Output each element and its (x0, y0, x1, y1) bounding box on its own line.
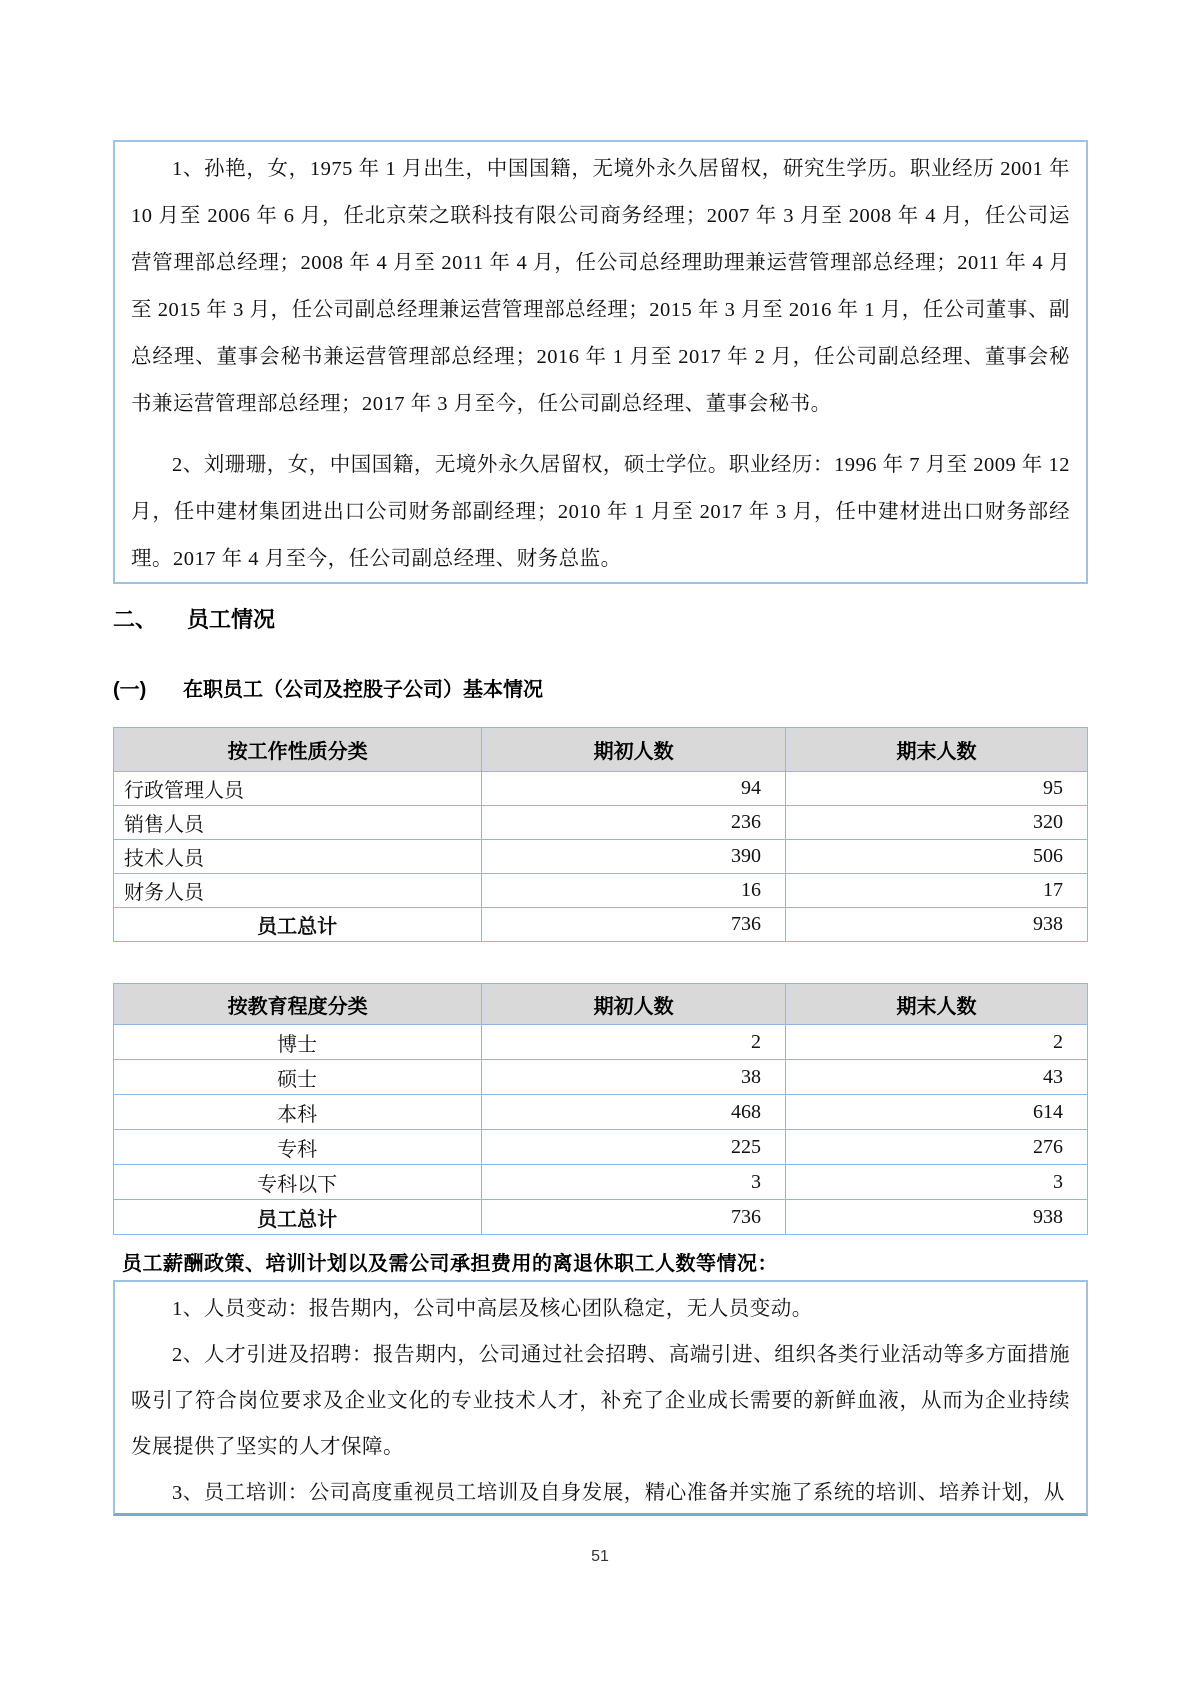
column-header: 期末人数 (786, 728, 1088, 772)
cell-label: 员工总计 (114, 1200, 482, 1235)
salary-policy-heading: 员工薪酬政策、培训计划以及需公司承担费用的离退休职工人数等情况： (122, 1253, 778, 1275)
cell-value: 16 (482, 874, 786, 908)
cell-value: 94 (482, 772, 786, 806)
salary-policy-box (113, 1280, 1088, 1516)
column-header: 期末人数 (786, 984, 1088, 1025)
cell-value: 3 (786, 1165, 1088, 1200)
cell-value: 320 (786, 806, 1088, 840)
bio-paragraph: 1、孙艳，女，1975 年 1 月出生，中国国籍，无境外永久居留权，研究生学历。职业经历 2001 年 10 月至 2006 年 6 月，任北京荣之联科技有限公司商务经理；2007 年 3 月至 2008 年 4 月，任公司运营管理部总经理；2008 年 4 月至 2011 年 4 月，任公司总经理助理兼运营管理部总经理；2011 年 4 月至 2015 年 3 月，任公司副总经理兼运营管理部总经理；2015 年 3 月至 2016 年 1 月，任公司董事、副总经理、董事会秘书兼运营管理部总经理；2016 年 1 月至 2017 年 2 月，任公司副总经理、董事会秘书兼运营管理部总经理；2017 年 3 月至今，任公司副总经理、董事会秘书。 (131, 158, 1070, 415)
employees-by-education-table (113, 983, 1088, 1235)
policy-paragraph: 3、员工培训：公司高度重视员工培训及自身发展，精心准备并实施了系统的培训、培养计划，从 (172, 1482, 1065, 1504)
cell-label: 员工总计 (114, 908, 482, 942)
subsection-number: (一) (113, 679, 147, 701)
cell-value: 390 (482, 840, 786, 874)
table-row (114, 1025, 1088, 1060)
table-row (114, 840, 1088, 874)
cell-value: 736 (482, 908, 786, 942)
table-header-row (114, 984, 1088, 1025)
subsection-title: 在职员工（公司及控股子公司）基本情况 (183, 679, 543, 701)
cell-value: 736 (482, 1200, 786, 1235)
policy-paragraph: 1、人员变动：报告期内，公司中高层及核心团队稳定，无人员变动。 (172, 1298, 813, 1320)
subsection-heading (113, 673, 543, 702)
column-header: 期初人数 (482, 984, 786, 1025)
column-header: 按教育程度分类 (114, 984, 482, 1025)
cell-value: 225 (482, 1130, 786, 1165)
column-header: 按工作性质分类 (114, 728, 482, 772)
cell-value: 236 (482, 806, 786, 840)
cell-label: 专科以下 (114, 1165, 482, 1200)
cell-value: 614 (786, 1095, 1088, 1130)
table-row (114, 772, 1088, 806)
section-heading (113, 603, 275, 634)
executive-bio-box (113, 140, 1088, 584)
cell-value: 938 (786, 908, 1088, 942)
cell-label: 财务人员 (114, 874, 482, 908)
cell-value: 2 (786, 1025, 1088, 1060)
bio-paragraph: 2、刘珊珊，女，中国国籍，无境外永久居留权，硕士学位。职业经历：1996 年 7 月至 2009 年 12 月，任中建材集团进出口公司财务部副经理；2010 年 1 月至 2017 年 3 月，任中建材进出口财务部经理。2017 年 4 月至今，任公司副总经理、财务总监。 (131, 454, 1070, 570)
table-row (114, 1060, 1088, 1095)
table-row (114, 806, 1088, 840)
cell-value: 3 (482, 1165, 786, 1200)
cell-value: 506 (786, 840, 1088, 874)
section-number: 二、 (113, 607, 158, 632)
cell-label: 专科 (114, 1130, 482, 1165)
cell-label: 行政管理人员 (114, 772, 482, 806)
section-title: 员工情况 (187, 607, 276, 632)
cell-value: 276 (786, 1130, 1088, 1165)
cell-value: 17 (786, 874, 1088, 908)
cell-label: 本科 (114, 1095, 482, 1130)
cell-value: 2 (482, 1025, 786, 1060)
column-header: 期初人数 (482, 728, 786, 772)
table-total-row (114, 1200, 1088, 1235)
cell-value: 95 (786, 772, 1088, 806)
cell-label: 技术人员 (114, 840, 482, 874)
policy-paragraph: 2、人才引进及招聘：报告期内，公司通过社会招聘、高端引进、组织各类行业活动等多方面措施吸引了符合岗位要求及企业文化的专业技术人才，补充了企业成长需要的新鲜血液，从而为企业持续发展提供了坚实的人才保障。 (131, 1344, 1070, 1458)
table-row (114, 1130, 1088, 1165)
cell-value: 43 (786, 1060, 1088, 1095)
cell-value: 468 (482, 1095, 786, 1130)
cell-label: 销售人员 (114, 806, 482, 840)
cell-value: 38 (482, 1060, 786, 1095)
table-total-row (114, 908, 1088, 942)
table-row (114, 1165, 1088, 1200)
page-number: 51 (591, 1548, 609, 1565)
cell-label: 硕士 (114, 1060, 482, 1095)
cell-label: 博士 (114, 1025, 482, 1060)
table-row (114, 1095, 1088, 1130)
table-row (114, 874, 1088, 908)
table-header-row (114, 728, 1088, 772)
cell-value: 938 (786, 1200, 1088, 1235)
employees-by-job-table (113, 727, 1088, 942)
